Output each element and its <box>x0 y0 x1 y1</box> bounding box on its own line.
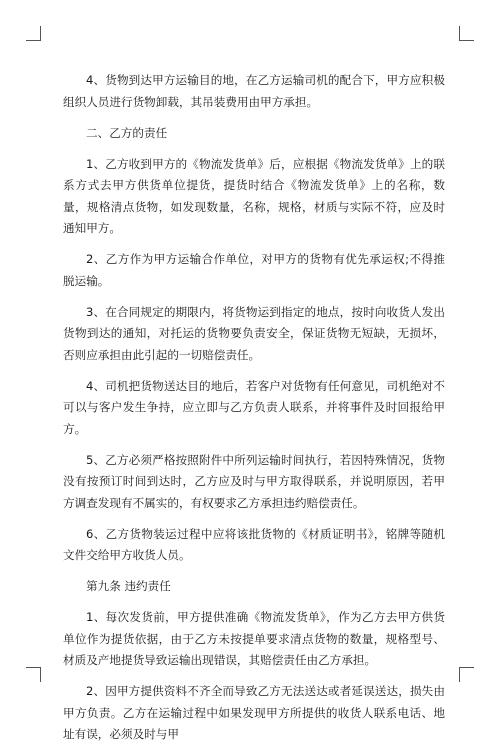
paragraph: 2、乙方作为甲方运输合作单位，对甲方的货物有优先承运权;不得推脱运输。 <box>63 252 445 288</box>
crop-mark-top-left <box>26 26 41 41</box>
crop-mark-top-right <box>459 26 474 41</box>
crop-mark-bottom-right <box>459 667 474 682</box>
paragraph: 1、乙方收到甲方的《物流发货单》后，应根据《物流发货单》上的联系方式去甲方供货单位提货，提货时结合《物流发货单》上的名称，数量，规格清点货物，如发现数量，名称，规格，材质与实际不符，应及时通知甲方。 <box>63 156 445 235</box>
document-body <box>63 70 445 755</box>
paragraph: 4、司机把货物送达目的地后，若客户对货物有任何意见，司机绝对不可以与客户发生争持，应立即与乙方负责人联系，并将事件及时回报给甲方。 <box>63 378 445 436</box>
section-heading: 第九条 违约责任 <box>86 579 171 593</box>
paragraph: 2、因甲方提供资料不齐全而导致乙方无法送达或者延误送达，损失由甲方负责。乙方在运输过程中如果发现甲方所提供的收货人联系电话、地址有误，必须及时与甲 <box>63 684 445 741</box>
paragraph: 3、在合同规定的期限内，将货物运到指定的地点，按时向收货人发出货物到达的通知，对托运的货物要负责安全，保证货物无短缺，无损坏，否则应承担由此引起的一切赔偿责任。 <box>63 304 445 362</box>
section-heading: 二、乙方的责任 <box>86 125 168 140</box>
paragraph: 5、乙方必须严格按照附件中所列运输时间执行，若因特殊情况，货物没有按预订时间到达时，乙方应及时与甲方取得联系，并说明原因，若甲方调查发现有不属实的，有权要求乙方承担违约赔偿责任。 <box>63 452 445 510</box>
paragraph: 1、每次发货前，甲方提供准确《物流发货单》，作为乙方去甲方供货单位作为提货依据，由于乙方未按提单要求清点货物的数量，规格型号、材质及产地提货导致运输出现错误，其赔偿责任由乙方承担。 <box>63 610 445 667</box>
paragraph: 4、货物到达甲方运输目的地，在乙方运输司机的配合下，甲方应积极组织人员进行货物卸载，其吊装费用由甲方承担。 <box>63 73 445 109</box>
paragraph: 6、乙方货物装运过程中应将该批货物的《材质证明书》，铭牌等随机文件交给甲方收货人员。 <box>63 526 445 562</box>
crop-mark-bottom-left <box>26 667 41 682</box>
